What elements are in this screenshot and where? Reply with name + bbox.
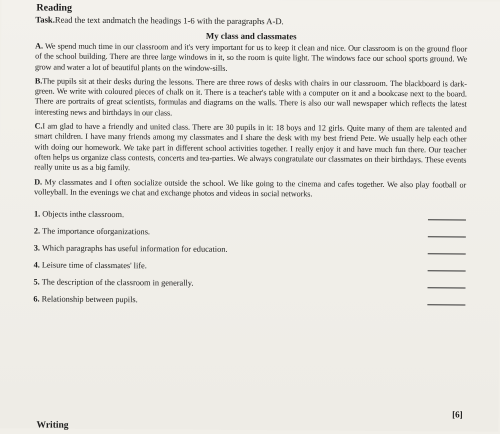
answer-blank[interactable]	[427, 303, 465, 305]
paragraph-letter: C.	[34, 121, 43, 131]
answer-blank[interactable]	[428, 252, 466, 254]
task-text: Read the text andmatch the headings 1-6 with the paragraphs A-D.	[54, 14, 284, 27]
paragraph-text: I am glad to have a friendly and united class. There are 30 pupils in it: 18 boys and 12 girls. Quite many of them are talented and smart children. I have many friends among my classmates and I share the desk with my best friend Pete. We usually help each other with doing our homework. We take part in different school activities together. I really enjoy it and have much fun there. Our teacher often helps us organize class contests, concerts and tea-parties. We always congratulate our classmates on their birthdays. These events really unite us as a big family.	[34, 121, 467, 173]
score-mark: [6]	[452, 409, 463, 420]
heading-text: Which paragraphs has useful information for education.	[41, 243, 228, 254]
paragraph-text: We spend much time in our classroom and it's very important for us to keep it clean and nice. Our classroom is on the ground floor of the school building. There are three large windows in it, so the room is quite light. The windows face our school sports ground. We grow and water a lot of beautiful plants on the window-sills.	[34, 41, 468, 73]
paragraph-letter: D.	[34, 177, 43, 187]
heading-number: 5.	[33, 277, 40, 287]
task-instruction	[35, 14, 467, 28]
heading-number: 2.	[33, 226, 41, 236]
next-section-heading: Writing	[36, 420, 69, 431]
answer-blank[interactable]	[428, 269, 466, 271]
paragraph-letter: A.	[35, 41, 43, 51]
heading-item	[34, 237, 466, 257]
paragraph-c	[34, 122, 466, 176]
paragraph-b	[35, 76, 467, 120]
section-heading: Reading	[36, 2, 73, 14]
heading-text: Objects inthe classroom.	[42, 209, 125, 220]
heading-text: Relationship between pupils.	[41, 294, 138, 305]
heading-number: 4.	[33, 260, 40, 270]
heading-number: 1.	[33, 209, 41, 219]
answer-blank[interactable]	[428, 218, 466, 220]
headings-list	[33, 203, 466, 308]
paragraph-a	[35, 41, 467, 75]
paragraph-text: The pupils sit at their desks during the lessons. There are three rows of desks with chairs in our classroom. The blackboard is dark-green. We write with coloured pieces of chalk on it. There is a teacher's table with a computer on it and a bookcase next to the board. There are portraits of great scientists, formulas and diagrams on the walls. There is also our wall newspaper which reflects the latest interesting news and birthdays in our class.	[34, 76, 467, 118]
heading-item	[33, 288, 465, 308]
text-title: My class and classmates	[205, 30, 297, 42]
task-label: Task.	[35, 14, 55, 25]
answer-blank[interactable]	[427, 286, 465, 288]
heading-number: 3.	[33, 243, 41, 253]
paragraph-d	[34, 177, 466, 201]
reading-text	[34, 41, 467, 200]
heading-item	[34, 203, 466, 223]
heading-text: The description of the classroom in generally.	[41, 277, 194, 288]
heading-item	[33, 271, 465, 291]
heading-text: Leisure time of classmates' life.	[41, 260, 147, 271]
paragraph-letter: B.	[34, 76, 43, 86]
answer-blank[interactable]	[428, 235, 466, 237]
paragraph-text: My classmates and I often socialize outside the school. We like going to the cinema and cafes together. We also play football or volleyball. In the evenings we chat and exchange photos and videos in social networks.	[34, 177, 467, 199]
heading-item	[34, 220, 466, 240]
heading-item	[34, 254, 466, 274]
heading-number: 6.	[33, 294, 40, 304]
heading-text: The importance oforganizations.	[42, 226, 151, 237]
